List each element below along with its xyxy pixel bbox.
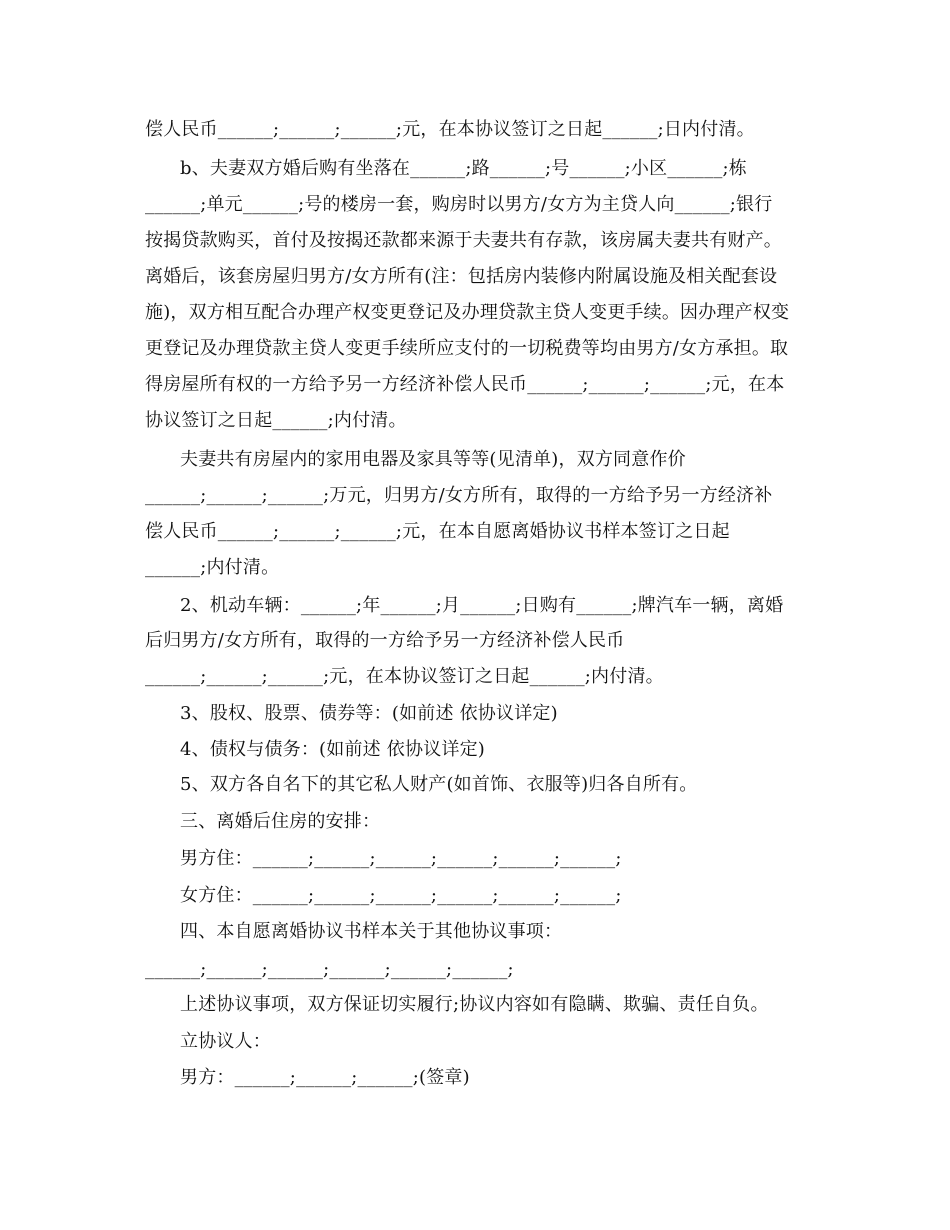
text-line: 三、离婚后住房的安排： [180, 811, 381, 832]
text-line: 上述协议事项，双方保证切实履行;协议内容如有隐瞒、欺骗、责任自负。 [180, 994, 769, 1015]
text-line: 偿人民币______;______;______;元，在本协议签订之日起______;日内付清。 [145, 119, 755, 140]
text-line: 按揭贷款购买，首付及按揭还款都来源于夫妻共有存款，该房属夫妻共有财产。 [145, 230, 782, 251]
text-line: ______;单元______;号的楼房一套，购房时以男方/女方为主贷人向______;银行 [145, 194, 773, 215]
text-line: 得房屋所有权的一方给予另一方经济补偿人民币______;______;______;元，在本 [145, 374, 785, 395]
text-line: 四、本自愿离婚协议书样本关于其他协议事项： [180, 921, 563, 942]
text-line: 4、债权与债务：(如前述 依协议详定) [180, 739, 486, 760]
text-line: 男方：______;______;______;(签章) [180, 1067, 470, 1088]
text-line: 男方住：______;______;______;______;______;______; [180, 848, 622, 869]
text-line: ______;______;______;______;______;______; [145, 959, 514, 980]
text-line: ______;内付清。 [145, 557, 280, 578]
text-line: 3、股权、股票、债券等：(如前述 依协议详定) [180, 703, 558, 724]
text-line: 后归男方/女方所有，取得的一方给予另一方经济补偿人民币 [145, 630, 625, 651]
text-line: 2、机动车辆：______;年______;月______;日购有______;牌汽车一辆，离婚 [180, 595, 784, 616]
text-line: 协议签订之日起______;内付清。 [145, 410, 407, 431]
text-line: 5、双方各自名下的其它私人财产(如首饰、衣服等)归各自所有。 [180, 774, 698, 795]
text-line: 离婚后，该套房屋归男方/女方所有(注：包括房内装修内附属设施及相关配套设 [145, 266, 778, 287]
text-line: 立协议人： [180, 1031, 271, 1052]
text-line: 偿人民币______;______;______;元，在本自愿离婚协议书样本签订之日起 [145, 521, 730, 542]
text-line: 夫妻共有房屋内的家用电器及家具等等(见清单)，双方同意作价 [180, 449, 686, 470]
text-line: ______;______;______;万元，归男方/女方所有，取得的一方给予另一方经济补 [145, 485, 773, 506]
text-line: 更登记及办理贷款主贷人变更手续所应支付的一切税费等均由男方/女方承担。取 [145, 338, 789, 359]
text-line: 女方住：______;______;______;______;______;______; [180, 885, 622, 906]
text-line: b、夫妻双方婚后购有坐落在______;路______;号______;小区______;栋 [180, 158, 747, 179]
text-line: 施)，双方相互配合办理产权变更登记及办理贷款主贷人变更手续。因办理产权变 [145, 302, 790, 323]
text-line: ______;______;______;元，在本协议签订之日起______;内付清。 [145, 666, 664, 687]
